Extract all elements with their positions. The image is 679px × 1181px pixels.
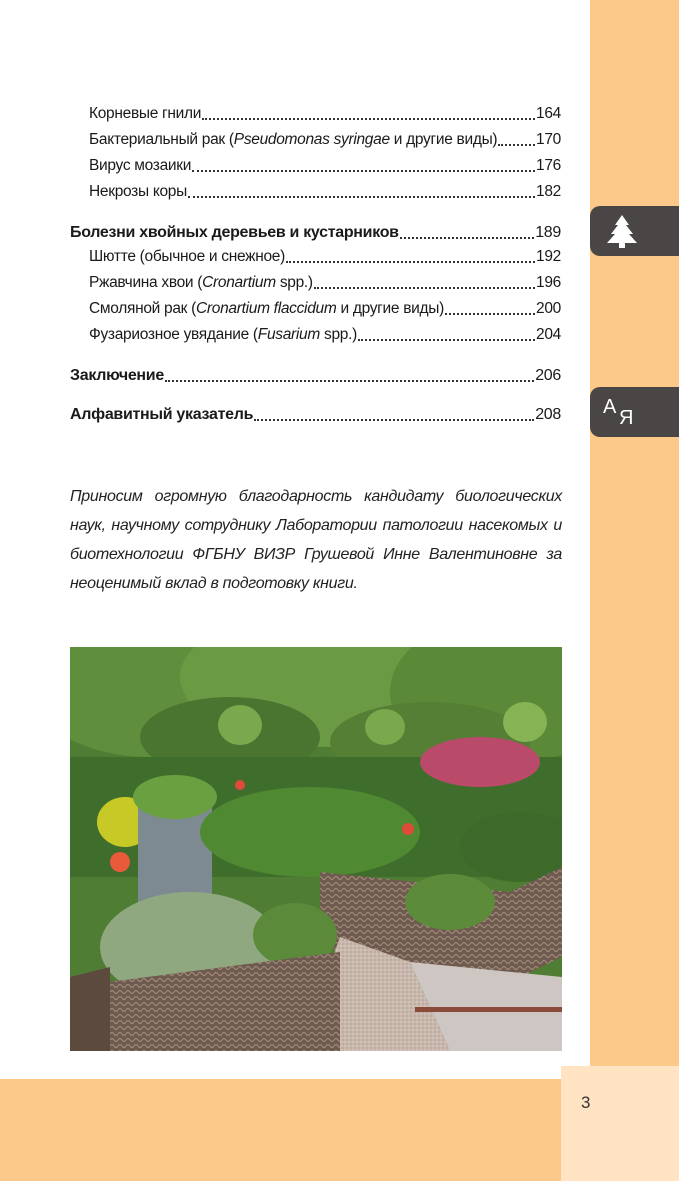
- toc-entry-label: Ржавчина хвои (Cronartium spp.): [89, 274, 313, 291]
- toc-conclusion[interactable]: [70, 366, 561, 386]
- toc-entry-label: Смоляной рак (Cronartium flaccidum и другие виды): [89, 300, 444, 317]
- toc-section-page: 206: [535, 367, 561, 384]
- tab-conifers[interactable]: [590, 206, 679, 256]
- leader-dots: [498, 140, 535, 146]
- garden-photo: [70, 647, 562, 1051]
- toc-entry[interactable]: [89, 182, 561, 202]
- leader-dots: [286, 257, 535, 263]
- toc-entry[interactable]: [89, 299, 561, 319]
- toc-entry[interactable]: [89, 273, 561, 293]
- leader-dots: [188, 192, 535, 198]
- acknowledgement-text: Приносим огромную благодарность кандидату биологических наук, научному сотруднику Лаборатории патологии насекомых и биотехнологии ФГБНУ ВИЗР Грушевой Инне Валентиновне за неоценимый вклад в подготовку книги.: [70, 488, 562, 592]
- toc-entry-page: 164: [536, 105, 561, 122]
- leader-dots: [192, 166, 535, 172]
- toc-entry-page: 196: [536, 274, 561, 291]
- tab-index[interactable]: [590, 387, 679, 437]
- toc-entry[interactable]: [89, 156, 561, 176]
- index-letter-a: А: [603, 396, 617, 418]
- toc-section-label: Алфавитный указатель: [70, 406, 254, 423]
- index-letter-ya: Я: [619, 407, 634, 429]
- toc-section-label: Заключение: [70, 367, 164, 384]
- toc-entry[interactable]: [89, 104, 561, 124]
- leader-dots: [254, 415, 534, 421]
- leader-dots: [358, 335, 535, 341]
- garden-illustration: [70, 647, 562, 1051]
- leader-dots: [400, 233, 534, 239]
- toc-section-label: Болезни хвойных деревьев и кустарников: [70, 224, 399, 241]
- leader-dots: [314, 283, 535, 289]
- toc-section-page: 208: [535, 406, 561, 423]
- side-strip: [590, 0, 679, 1181]
- toc-entry[interactable]: [89, 325, 561, 345]
- toc-entry-label: Корневые гнили: [89, 105, 202, 122]
- toc-section-page: 189: [535, 224, 561, 241]
- page-number: 3: [581, 1093, 591, 1112]
- toc-entry[interactable]: [89, 247, 561, 267]
- leader-dots: [165, 376, 534, 382]
- toc-entry-label: Фузариозное увядание (Fusarium spp.): [89, 326, 357, 343]
- toc-entry-label: Вирус мозаики: [89, 157, 192, 174]
- toc-entry-page: 182: [536, 183, 561, 200]
- toc-entry-page: 204: [536, 326, 561, 343]
- toc-entry-label: Бактериальный рак (Pseudomonas syringae и другие виды): [89, 131, 498, 148]
- toc-entry[interactable]: [89, 130, 561, 150]
- leader-dots: [445, 309, 535, 315]
- toc-index[interactable]: [70, 405, 561, 425]
- toc-entry-label: Шютте (обычное и снежное): [89, 248, 285, 265]
- toc-section-conifers[interactable]: [70, 223, 561, 243]
- toc-entry-page: 200: [536, 300, 561, 317]
- toc-entry-page: 192: [536, 248, 561, 265]
- conifer-tree-icon: [602, 212, 642, 252]
- page-number-box: [561, 1066, 679, 1181]
- toc-entry-page: 170: [536, 131, 561, 148]
- toc-entry-label: Некрозы коры: [89, 183, 187, 200]
- leader-dots: [202, 114, 535, 120]
- toc-entry-page: 176: [536, 157, 561, 174]
